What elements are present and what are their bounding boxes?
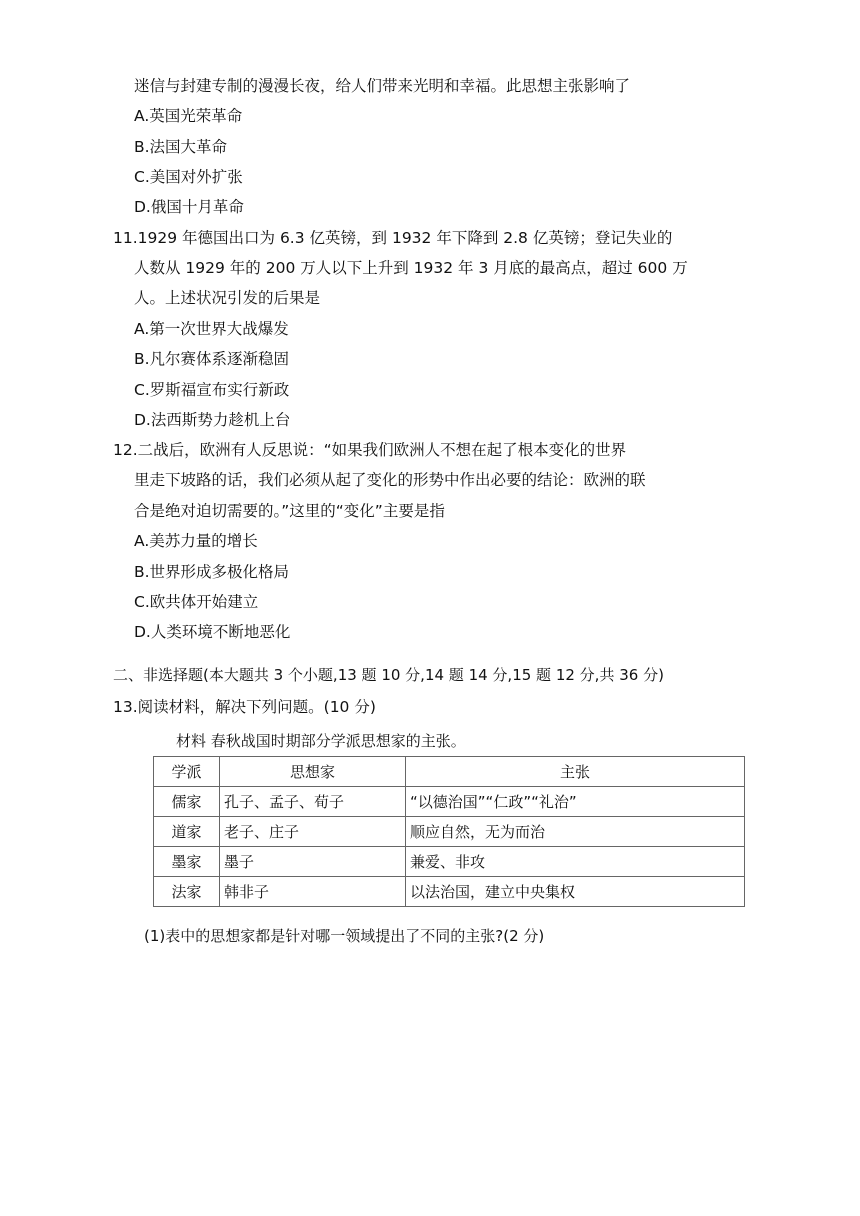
table-header-cell: 思想家 [220,757,406,787]
q10-option-a: A.英国光荣革命 [134,107,243,125]
table-cell-thinkers: 老子、庄子 [220,817,406,847]
table-cell-school: 法家 [154,877,220,907]
q11-option-c: C.罗斯福宣布实行新政 [134,381,290,399]
q10-option-b: B.法国大革命 [134,138,228,156]
q11-stem-line-2: 人数从 1929 年的 200 万人以下上升到 1932 年 3 月底的最高点，超过 600 万 [134,259,688,277]
q12-option-d: D.人类环境不断地恶化 [134,623,291,641]
q12-stem-line-3: 合是绝对迫切需要的。”这里的“变化”主要是指 [134,502,445,520]
table-header-row [154,757,745,787]
q11-option-b: B.凡尔赛体系逐渐稳固 [134,350,290,368]
material-table [153,756,745,907]
table-cell-thinkers: 韩非子 [220,877,406,907]
table-cell-propositions: “以德治国”“仁政”“礼治” [406,787,745,817]
table-row [154,787,745,817]
table-header-cell: 主张 [406,757,745,787]
q12-stem-line-1: 12.二战后，欧洲有人反思说：“如果我们欧洲人不想在起了根本变化的世界 [113,441,627,459]
q11-stem-line-1: 11.1929 年德国出口为 6.3 亿英镑，到 1932 年下降到 2.8 亿英镑；登记失业的 [113,229,673,247]
q10-stem-continuation: 迷信与封建专制的漫漫长夜，给人们带来光明和幸福。此思想主张影响了 [134,77,631,95]
table-cell-school: 道家 [154,817,220,847]
material-caption: 材料 春秋战国时期部分学派思想家的主张。 [176,732,466,750]
table-row [154,817,745,847]
table-header-cell: 学派 [154,757,220,787]
q12-stem-line-2: 里走下坡路的话，我们必须从起了变化的形势中作出必要的结论：欧洲的联 [134,471,646,489]
q13-subquestion-1: (1)表中的思想家都是针对哪一领域提出了不同的主张?(2 分) [144,927,545,945]
q11-option-a: A.第一次世界大战爆发 [134,320,289,338]
table-cell-thinkers: 孔子、孟子、荀子 [220,787,406,817]
table-row [154,847,745,877]
q12-option-a: A.美苏力量的增长 [134,532,258,550]
table-row [154,877,745,907]
q12-option-b: B.世界形成多极化格局 [134,563,290,581]
q13-title: 13.阅读材料，解决下列问题。(10 分) [113,698,376,716]
table-cell-school: 墨家 [154,847,220,877]
table-cell-school: 儒家 [154,787,220,817]
q11-stem-line-3: 人。上述状况引发的后果是 [134,289,321,307]
q11-option-d: D.法西斯势力趁机上台 [134,411,291,429]
table-cell-propositions: 顺应自然，无为而治 [406,817,745,847]
table-cell-propositions: 以法治国，建立中央集权 [406,877,745,907]
table-cell-propositions: 兼爱、非攻 [406,847,745,877]
q10-option-c: C.美国对外扩张 [134,168,243,186]
table-cell-thinkers: 墨子 [220,847,406,877]
section-heading: 二、非选择题(本大题共 3 个小题,13 题 10 分,14 题 14 分,15 题 12 分,共 36 分) [113,666,664,684]
q10-option-d: D.俄国十月革命 [134,198,244,216]
q12-option-c: C.欧共体开始建立 [134,593,259,611]
